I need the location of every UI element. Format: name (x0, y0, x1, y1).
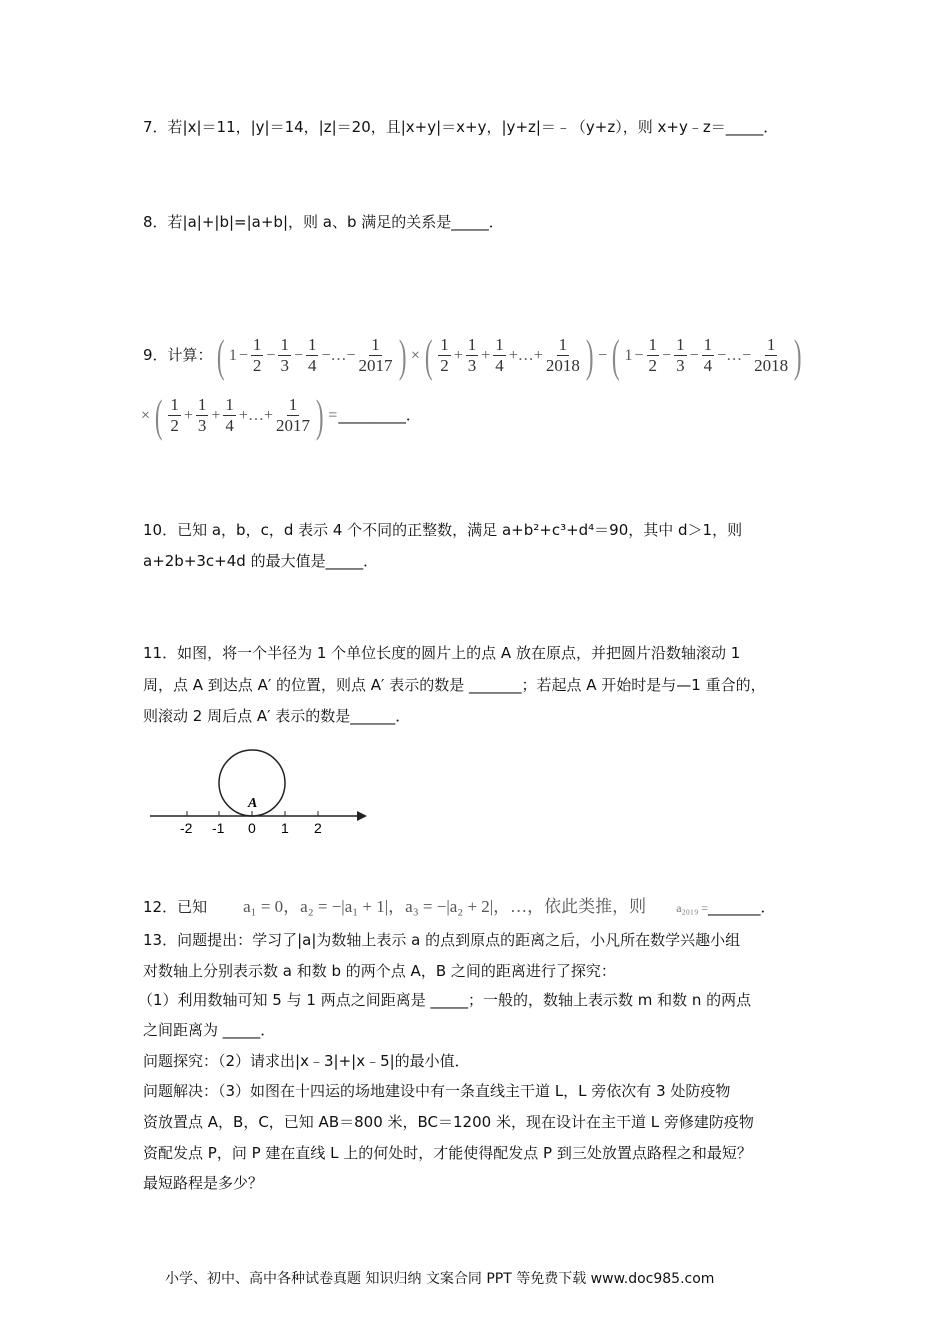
math-symbol: 1 (228, 346, 237, 364)
question-9-expression-1 (213, 329, 806, 381)
fraction (647, 335, 660, 376)
fraction-part: 4 (703, 356, 713, 375)
parenthesis: ( (154, 389, 163, 441)
fraction-part: 1 (197, 395, 207, 414)
fraction-part: 1 (558, 335, 568, 354)
fraction (546, 335, 580, 376)
number-line-figure (145, 745, 375, 840)
math-symbol: − (662, 346, 672, 364)
question-12-expression: a₁ = 0，a₂ = −|a₁ + 1|，a₃ = −|a₂ + 2|，…，依此类推，则 (243, 897, 647, 916)
fraction (674, 335, 687, 376)
math-symbol: − (598, 346, 608, 364)
question-12-answer-blank: _______． (708, 898, 776, 916)
question-12-target: a₂₀₁₉ = (676, 901, 709, 915)
point-a-label: A (248, 796, 258, 811)
parenthesis: ) (315, 389, 324, 441)
fraction-part: 3 (197, 416, 207, 435)
parenthesis: ( (612, 329, 620, 381)
fraction (306, 335, 319, 376)
question-13-line: 对数轴上分别表示数 a 和数 b 的两个点 A，B 之间的距离进行了探究： (143, 962, 616, 980)
question-13-line: （1）利用数轴可知 5 与 1 两点之间距离是 _____；一般的，数轴上表示数 m 和数 n 的两点 (138, 991, 752, 1009)
axis-arrow-icon (357, 811, 367, 821)
tick-label: -2 (180, 820, 193, 836)
fraction-part: 1 (467, 335, 477, 354)
fraction-part: 1 (307, 335, 317, 354)
question-9-prefix: 9．计算： (143, 346, 213, 364)
math-symbol: + (183, 406, 193, 424)
fraction-part: 3 (467, 356, 477, 375)
fraction-part: 2017 (275, 416, 310, 435)
parenthesis: ( (424, 329, 433, 381)
fraction-part: 1 (766, 335, 776, 354)
tick-label: 1 (281, 820, 289, 836)
math-symbol: + (453, 346, 463, 364)
fraction-part: 2018 (754, 356, 789, 375)
math-symbol: × (141, 406, 151, 424)
fraction (466, 335, 479, 376)
fraction (276, 395, 310, 436)
question-10-line2: a+2b+3c+4d 的最大值是_____． (143, 552, 379, 570)
fraction-part: 1 (676, 335, 685, 354)
question-9-answer-blank: _________． (338, 406, 421, 424)
fraction-part: 1 (371, 335, 380, 354)
math-symbol: − (634, 346, 644, 364)
question-9-line1 (143, 330, 805, 381)
fraction-part: 2 (170, 416, 179, 435)
question-13-line: 13．问题提出：学习了|a|为数轴上表示 a 的点到原点的距离之后，小凡所在数学兴趣小组 (143, 931, 741, 949)
question-13-line: 问题探究：（2）请求出|x﹣3|+|x﹣5|的最小值． (143, 1052, 470, 1070)
math-symbol: = (328, 406, 338, 424)
tick-label: 0 (248, 820, 256, 836)
fraction-part: 3 (676, 356, 685, 375)
question-11-line3: 则滚动 2 周后点 A′ 表示的数是______． (143, 707, 411, 725)
fraction (702, 335, 715, 376)
question-9-line2 (140, 390, 421, 441)
parenthesis: ) (398, 329, 407, 381)
fraction-part: 1 (648, 335, 658, 354)
question-12-prefix: 12．已知 (143, 898, 208, 916)
question-13-line: 最短路程是多少？ (143, 1174, 264, 1192)
question-13-line: 资配发点 P，问 P 建在直线 L 上的何处时，才能使得配发点 P 到三处放置点路程之和最短？ (143, 1144, 752, 1162)
math-symbol: + (481, 346, 491, 364)
fraction-part: 2017 (358, 356, 393, 375)
question-9-expression-2 (140, 389, 338, 441)
math-symbol: − (293, 346, 303, 364)
question-10-line1: 10．已知 a，b，c，d 表示 4 个不同的正整数，满足 a+b²+c³+d⁴＝90，其中 d＞1，则 (143, 521, 743, 539)
fraction-part: 1 (252, 335, 262, 354)
question-13-line: 问题解决：（3）如图在十四运的场地建设中有一条直线主干道 L，L 旁依次有 3 处防疫物 (143, 1082, 731, 1100)
fraction (438, 335, 451, 376)
fraction-part: 4 (307, 356, 317, 375)
question-13-line: 资放置点 A，B，C，已知 AB＝800 米，BC＝1200 米，现在设计在主干道 L 旁修建防疫物 (143, 1113, 754, 1131)
fraction-part: 1 (170, 395, 179, 414)
math-symbol: − (266, 346, 276, 364)
fraction (493, 335, 506, 376)
fraction-part: 2018 (545, 356, 580, 375)
parenthesis: ) (585, 329, 594, 381)
question-11-line2: 周，点 A 到达点 A′ 的位置，则点 A′ 表示的数是 _______；若起点 A 开始时是与—1 重合的， (143, 676, 766, 694)
math-symbol: −…− (717, 346, 752, 364)
question-8: 8．若|a|+|b|=|a+b|，则 a、b 满足的关系是_____． (143, 213, 504, 231)
fraction-part: 2 (648, 356, 658, 375)
question-12 (143, 897, 776, 918)
fraction-part: 1 (225, 395, 234, 414)
fraction-part: 1 (495, 335, 504, 354)
fraction-part: 1 (440, 335, 449, 354)
fraction (251, 335, 264, 376)
tick-label: 2 (314, 820, 322, 836)
tick-label: -1 (212, 820, 225, 836)
math-symbol: 1 (624, 346, 633, 364)
math-symbol: −…− (321, 346, 356, 364)
fraction-part: 2 (440, 356, 449, 375)
question-13-line: 之间距离为 _____． (143, 1021, 276, 1039)
question-7: 7．若|x|＝11，|y|＝14，|z|＝20，且|x+y|＝x+y，|y+z|＝﹣（y+z），则 x+y﹣z＝_____． (143, 118, 779, 136)
fraction-part: 1 (288, 395, 298, 414)
fraction-part: 3 (280, 356, 289, 375)
parenthesis: ) (793, 329, 802, 381)
math-symbol: +…+ (238, 406, 273, 424)
math-symbol: +…+ (508, 346, 543, 364)
fraction-part: 4 (225, 416, 234, 435)
fraction (168, 395, 181, 436)
fraction-part: 2 (252, 356, 262, 375)
fraction (359, 335, 393, 376)
math-symbol: − (238, 346, 248, 364)
footer-text: 小学、初中、高中各种试卷真题 知识归纳 文案合同 PPT 等免费下载 www.doc985.com (165, 1271, 715, 1287)
fraction-part: 4 (495, 356, 504, 375)
math-symbol: + (211, 406, 221, 424)
math-symbol: × (410, 346, 420, 364)
fraction-part: 1 (280, 335, 289, 354)
math-symbol: − (689, 346, 699, 364)
fraction (223, 395, 236, 436)
fraction (754, 335, 788, 376)
parenthesis: ( (216, 329, 225, 381)
fraction (196, 395, 209, 436)
question-11-line1: 11．如图，将一个半径为 1 个单位长度的圆片上的点 A 放在原点，并把圆片沿数轴滚动 1 (143, 644, 741, 662)
fraction-part: 1 (703, 335, 713, 354)
fraction (278, 335, 291, 376)
